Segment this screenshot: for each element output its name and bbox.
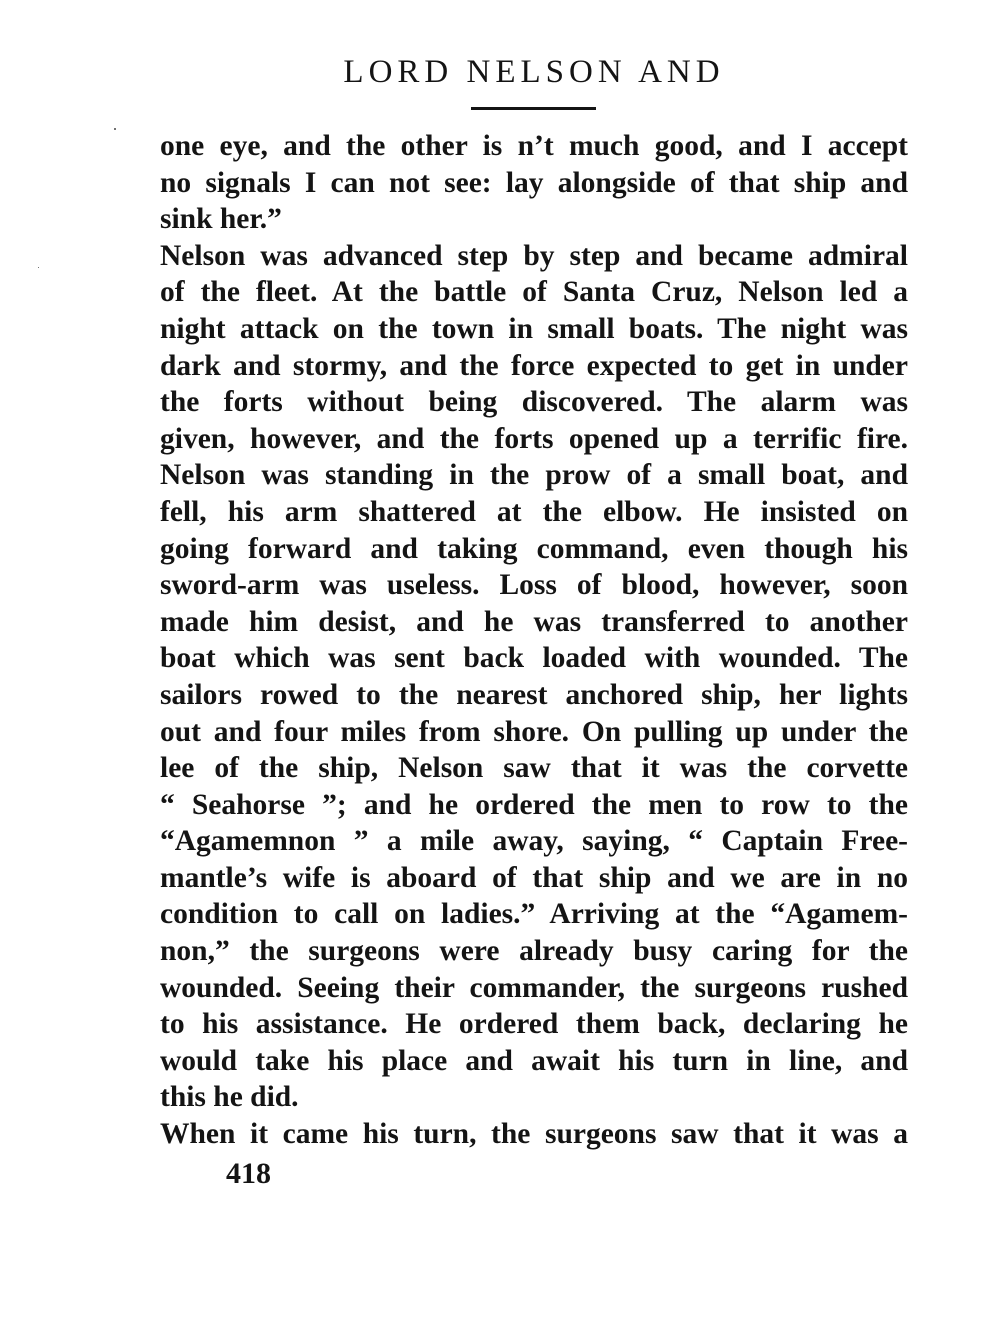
text-line: wounded. Seeing their commander, the surgeons rushed xyxy=(160,971,908,1004)
text-line: Nelson was standing in the prow of a small boat, and xyxy=(160,459,908,492)
text-line: the forts without being discovered. The alarm was xyxy=(160,386,908,419)
text-line: non,” the surgeons were already busy caring for the xyxy=(160,935,908,968)
text-line: lee of the ship, Nelson saw that it was the corvette xyxy=(160,752,908,785)
text-line: night attack on the town in small boats. The night was xyxy=(160,312,908,345)
text-line: no signals I can not see: lay alongside of that ship and xyxy=(160,166,908,199)
scan-speck xyxy=(38,267,39,268)
text-line: one eye, and the other is n’t much good, and I accept xyxy=(160,130,908,162)
text-line: out and four miles from shore. On pulling up under the xyxy=(160,715,908,748)
text-line: condition to call on ladies.” Arriving at the “Agamem- xyxy=(160,898,908,931)
text-line: fell, his arm shattered at the elbow. He insisted on xyxy=(160,495,908,528)
head-rule xyxy=(471,107,596,110)
body-text xyxy=(160,128,908,1153)
text-line: mantle’s wife is aboard of that ship and we are in no xyxy=(160,861,908,894)
text-line: this he did. xyxy=(160,1081,299,1114)
text-line: When it came his turn, the surgeons saw that it was a xyxy=(160,1118,908,1151)
text-line: boat which was sent back loaded with wounded. The xyxy=(160,642,908,675)
text-line: dark and stormy, and the force expected to get in under xyxy=(160,349,908,382)
text-line: to his assistance. He ordered them back, declaring he xyxy=(160,1008,908,1041)
text-line: sailors rowed to the nearest anchored ship, her lights xyxy=(160,678,908,711)
page-number: 418 xyxy=(226,1157,271,1190)
text-line: sword-arm was useless. Loss of blood, however, soon xyxy=(160,569,908,602)
text-line: would take his place and await his turn in line, and xyxy=(160,1044,908,1077)
text-line: Nelson was advanced step by step and became admiral xyxy=(160,239,908,272)
text-line: sink her.” xyxy=(160,203,282,236)
text-line: given, however, and the forts opened up a terrific fire. xyxy=(160,422,908,455)
text-line: going forward and taking command, even though his xyxy=(160,532,908,565)
text-line: “Agamemnon ” a mile away, saying, “ Captain Free- xyxy=(160,825,908,858)
scan-speck xyxy=(114,128,116,130)
text-line: made him desist, and he was transferred to another xyxy=(160,605,908,638)
running-head: LORD NELSON AND xyxy=(343,54,725,90)
text-line: of the fleet. At the battle of Santa Cruz, Nelson led a xyxy=(160,276,908,309)
text-line: “ Seahorse ”; and he ordered the men to row to the xyxy=(160,788,908,821)
